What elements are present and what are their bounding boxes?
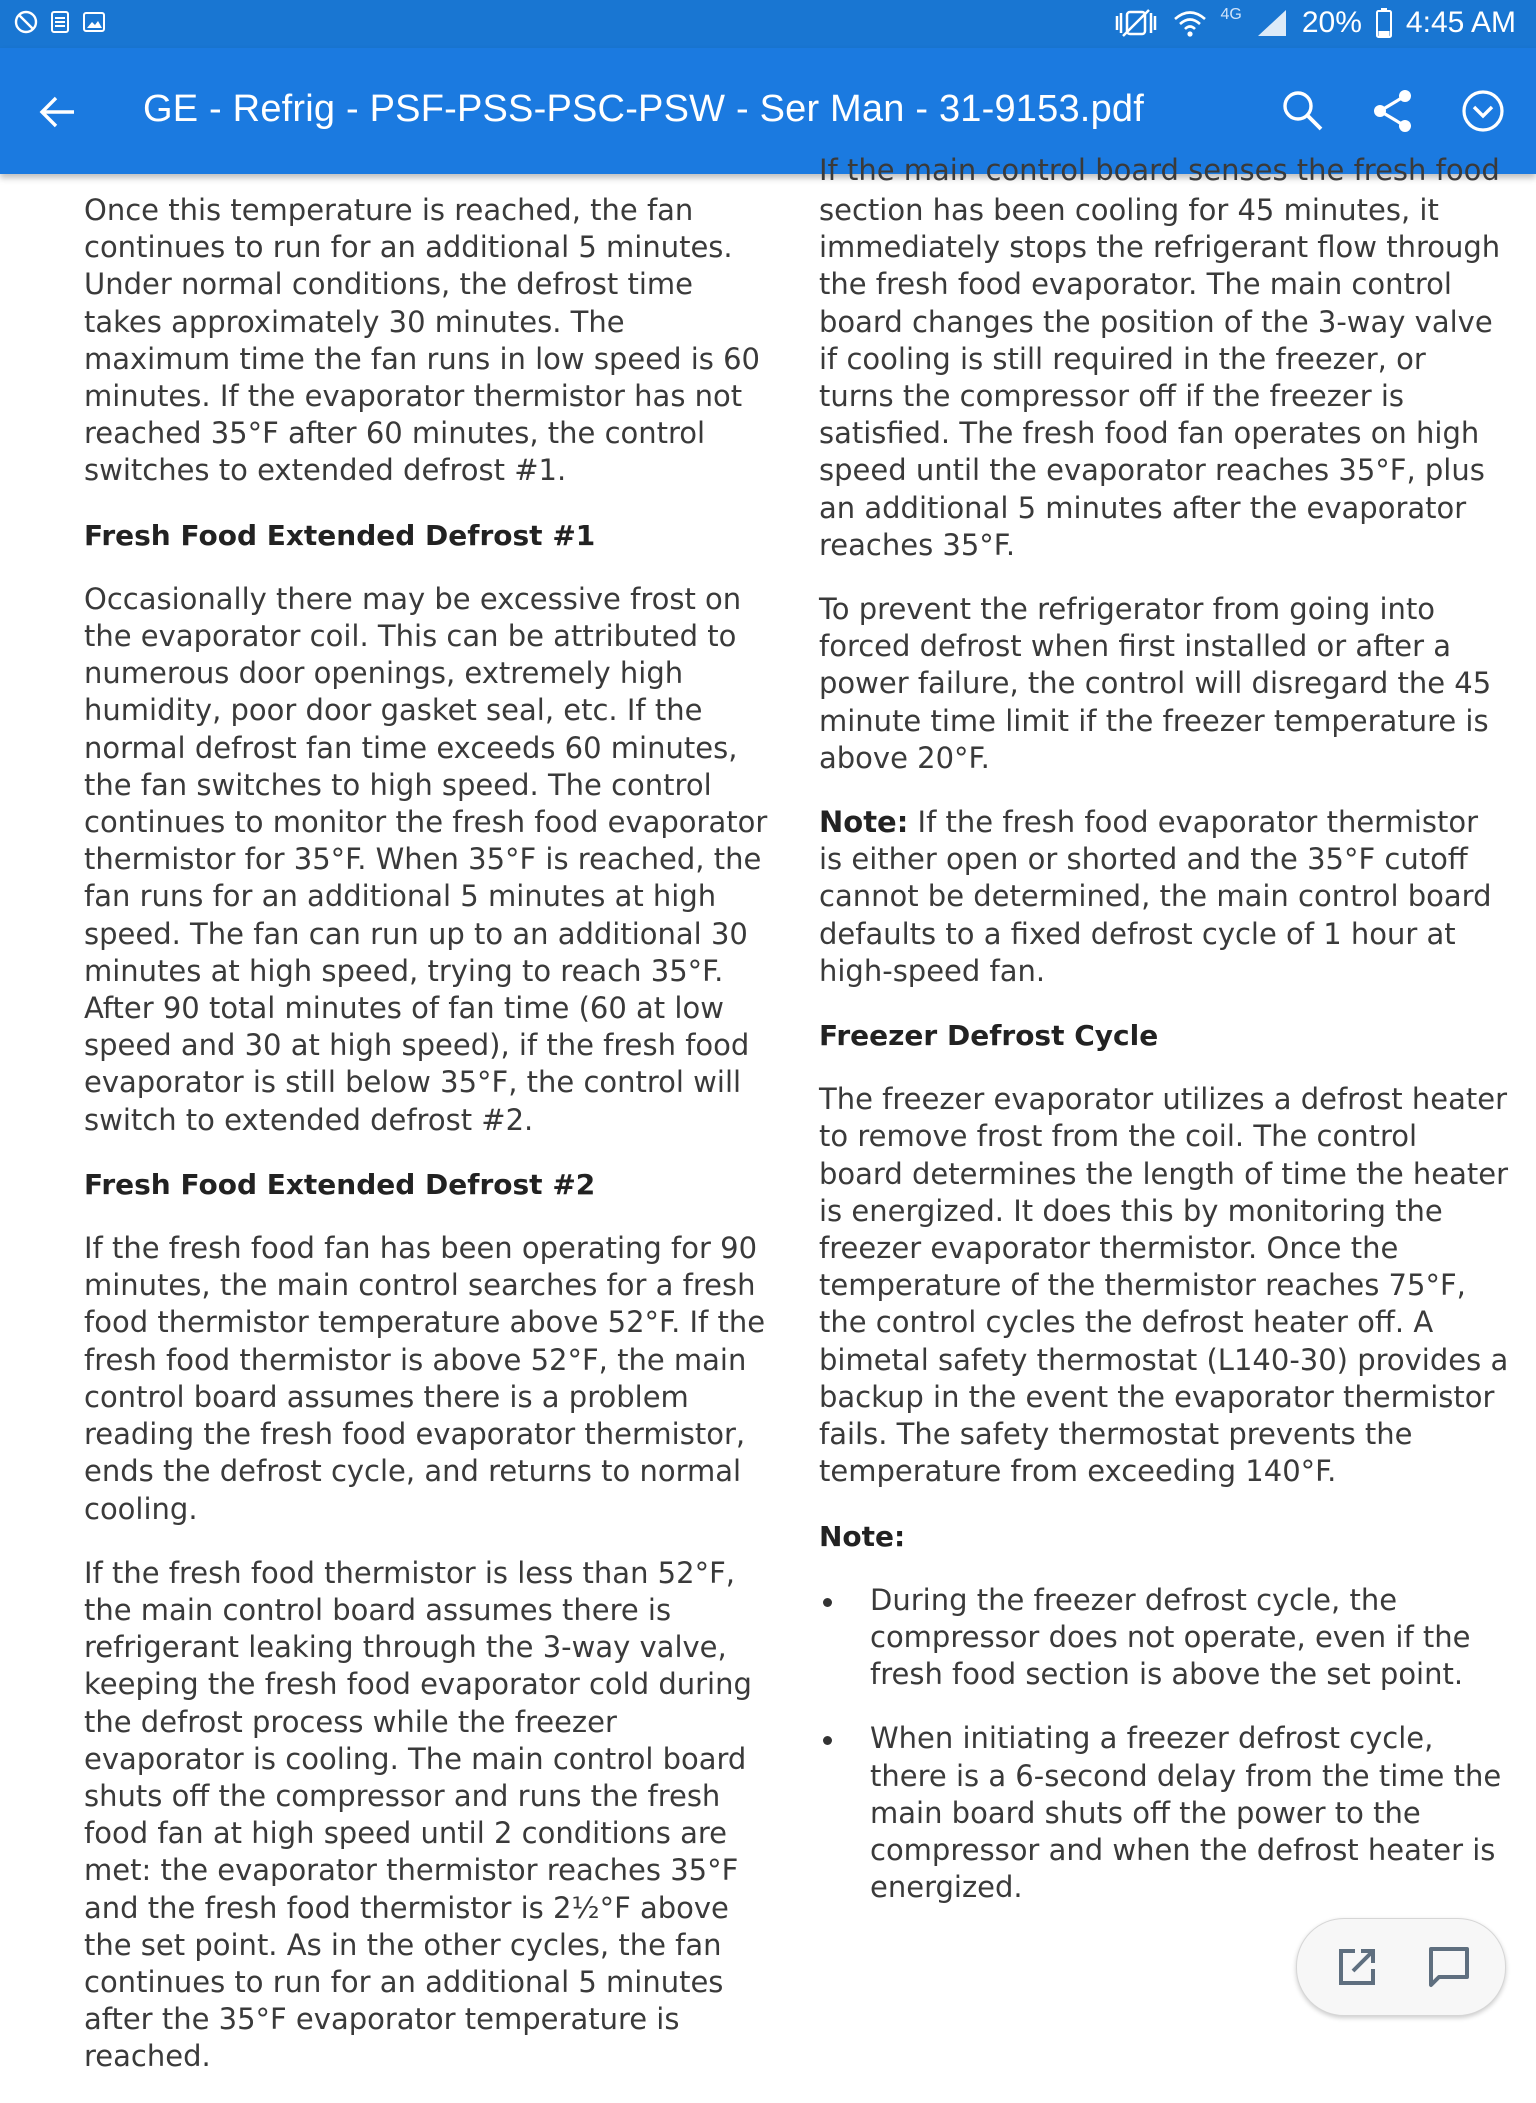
paragraph: If the fresh food fan has been operating for 90 minutes, the main control searches for a fresh food thermistor temperature above 52°F. If the fresh food thermistor is above 52°F, the main control board assumes there is a problem reading the fresh food evaporator thermistor, ends the defrost cycle, and returns to normal cooling. xyxy=(84,1231,766,1526)
notes-icon xyxy=(48,10,72,34)
notification-icons xyxy=(14,10,106,34)
open-external-icon[interactable] xyxy=(1333,1943,1381,1991)
note-heading: Note: xyxy=(819,1519,906,1553)
paragraph: section has been cooling for 45 minutes, it immediately stops the refrigerant flow through the fresh food evaporator. The main control board changes the position of the 3-way valve if cooling is still required in the freezer, or turns the compressor off if the freezer is satisfied. The fresh food fan operates on high speed until the evaporator reaches 35°F, plus an additional 5 minutes after the evaporator reaches 35°F. xyxy=(819,193,1501,562)
paragraph: Occasionally there may be excessive frost on the evaporator coil. This can be attributed to numerous door openings, extremely high humidity, poor door gasket seal, etc. If the normal defrost fan time exceeds 60 minutes, the fan switches to high speed. The control continues to monitor the fresh food evaporator thermistor for 35°F. When 35°F is reached, the fan runs for an additional 5 minutes at high speed. The fan can run up to an additional 30 minutes at high speed, trying to reach 35°F. After 90 total minutes of fan time (60 at low speed and 30 at high speed), if the fresh food evaporator is still below 35°F, the control will switch to extended defrost #2. xyxy=(84,581,768,1137)
battery-percent: 20% xyxy=(1301,6,1362,39)
section-heading: Fresh Food Extended Defrost #2 xyxy=(84,1167,596,1201)
status-bar xyxy=(0,0,1536,48)
note-label: Note: xyxy=(819,805,909,840)
wifi-icon xyxy=(1173,8,1207,38)
paragraph: To prevent the refrigerator from going into forced defrost when first installed or after a power failure, the control will disregard the 45 minute time limit if the freezer temperature is above 20°F. xyxy=(819,592,1492,775)
chevron-down-circle-icon[interactable] xyxy=(1458,86,1508,136)
mute-vibrate-icon xyxy=(1113,8,1159,38)
right-column xyxy=(819,192,1509,1933)
section-heading: Fresh Food Extended Defrost #1 xyxy=(84,518,596,552)
list-item: When initiating a freezer defrost cycle, there is a 6-second delay from the time the main board shuts off the power to the compressor and when the defrost heater is energized. xyxy=(819,1720,1509,1906)
paragraph: Once this temperature is reached, the fan continues to run for an additional 5 minutes. Under normal conditions, the defrost time takes approximately 30 minutes. The maximum time the fan runs in low speed is 60 minutes. If the evaporator thermistor has not reached 35°F after 60 minutes, the control switches to extended defrost #1. xyxy=(84,193,760,488)
gallery-icon xyxy=(82,10,106,34)
blocked-icon xyxy=(14,10,38,34)
note-paragraph xyxy=(819,804,1509,990)
pdf-page[interactable] xyxy=(0,153,1536,2074)
floating-action-group xyxy=(1296,1918,1506,2016)
share-icon[interactable] xyxy=(1368,86,1418,136)
search-icon[interactable] xyxy=(1278,86,1328,136)
cut-off-line: If the main control board senses the fresh food xyxy=(819,153,1500,187)
back-arrow-icon[interactable] xyxy=(34,88,82,136)
comment-icon[interactable] xyxy=(1425,1943,1473,1991)
battery-icon xyxy=(1376,8,1392,38)
section-heading: Freezer Defrost Cycle xyxy=(819,1019,1159,1053)
paragraph: If the fresh food thermistor is less than 52°F, the main control board assumes there is refrigerant leaking through the 3-way valve, keeping the fresh food evaporator cold during the defrost process while the freezer evaporator is cooling. The main control board shuts off the compressor and runs the fresh food fan at high speed until 2 conditions are met: the evaporator thermistor reaches 35°F and the fresh food thermistor is 2½°F above the set point. As in the other cycles, the fan continues to run for an additional 5 minutes after the 35°F evaporator temperature is reached. xyxy=(84,1555,752,2074)
document-title: GE - Refrig - PSF-PSS-PSC-PSW - Ser Man - 31-9153.pdf xyxy=(143,88,1144,130)
paragraph: The freezer evaporator utilizes a defrost heater to remove frost from the coil. The control board determines the length of time the heater is energized. It does this by monitoring the freezer evaporator thermistor. Once the temperature of the thermistor reaches 75°F, the control cycles the defrost heater off. A bimetal safety thermostat (L140-30) provides a backup in the event the evaporator thermistor fails. The safety thermostat prevents the temperature from exceeding 140°F. xyxy=(819,1082,1509,1489)
network-type: 4G xyxy=(1220,6,1242,23)
bullet-list xyxy=(819,1582,1509,1907)
signal-icon xyxy=(1256,8,1288,38)
clock: 4:45 AM xyxy=(1405,6,1516,39)
left-column xyxy=(84,192,774,2103)
note-text: If the fresh food evaporator thermistor is either open or shorted and the 35°F cutoff cannot be determined, the main control board defaults to a fixed defrost cycle of 1 hour at high-speed fan. xyxy=(819,805,1492,988)
list-item: During the freezer defrost cycle, the compressor does not operate, even if the fresh food section is above the set point. xyxy=(819,1582,1509,1694)
